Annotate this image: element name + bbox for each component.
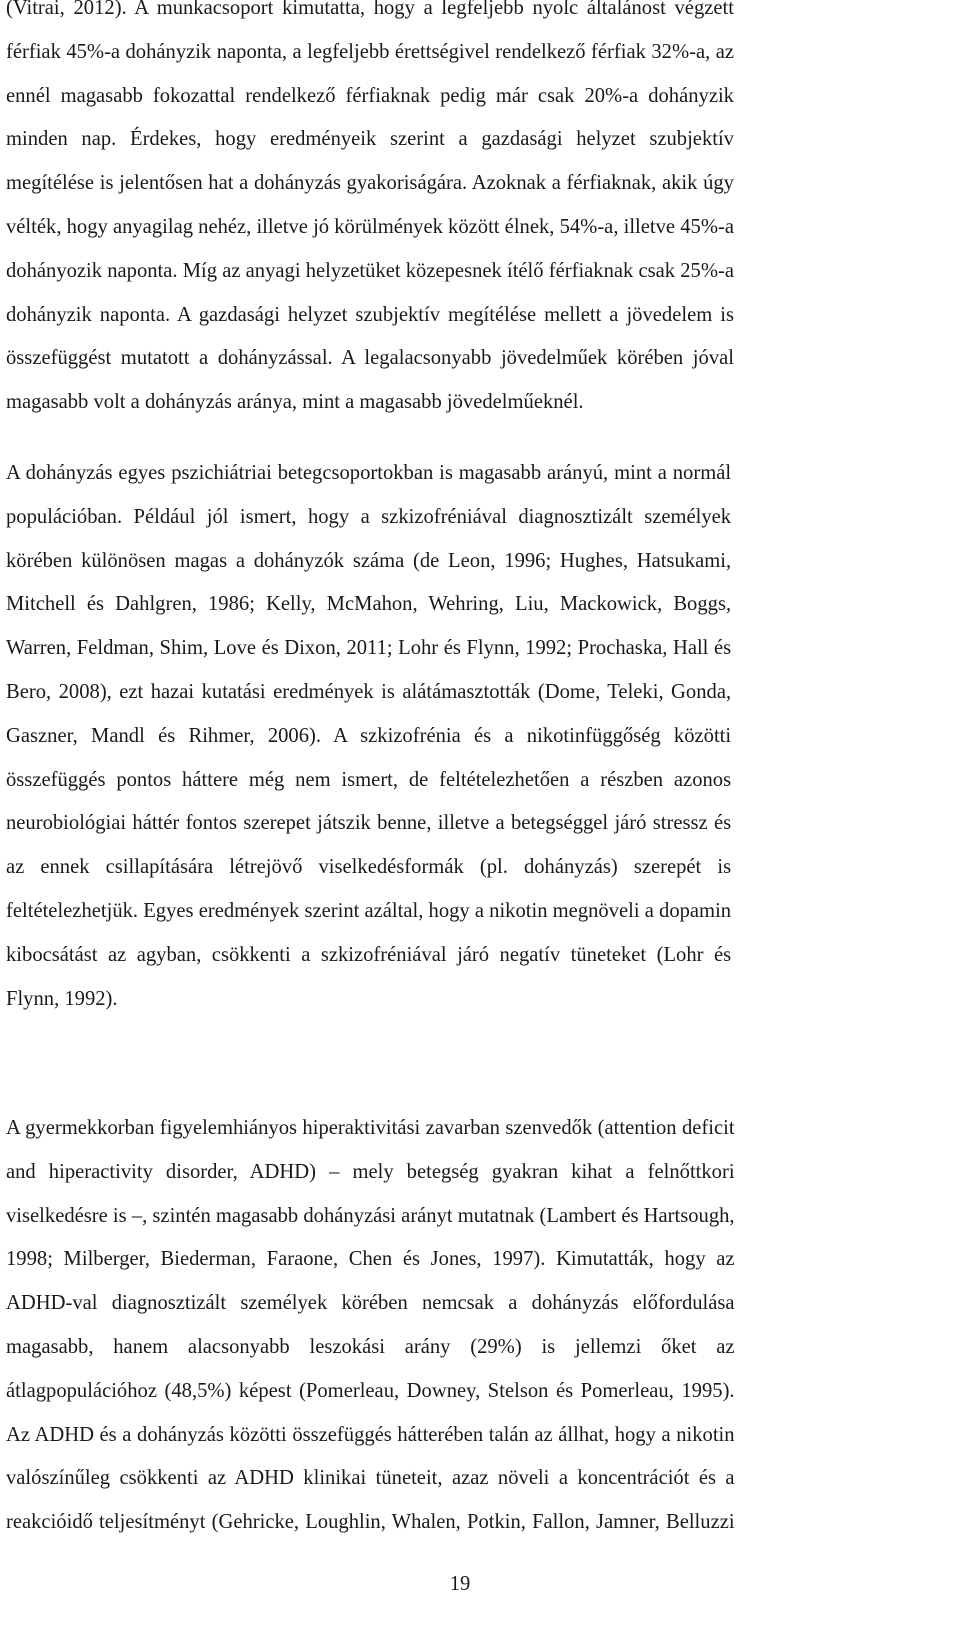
- text-line: körében különösen magas a dohányzók száma (de Leon, 1996; Hughes, Hatsukami,: [6, 549, 732, 572]
- text-line: ADHD-val diagnosztizált személyek körében nemcsak a dohányzás előfordulása: [6, 1292, 735, 1315]
- text-line: valószínűleg csökkenti az ADHD klinikai tüneteit, azaz növeli a koncentrációt és a: [6, 1467, 735, 1490]
- text-line: 1998; Milberger, Biederman, Faraone, Chen és Jones, 1997). Kimutatták, hogy az: [6, 1248, 735, 1271]
- text-line: Gaszner, Mandl és Rihmer, 2006). A szkizofrénia és a nikotinfüggőség közötti: [6, 724, 732, 747]
- paragraph-smoking-socioeconomic: [6, 0, 734, 425]
- text-line: neurobiológiai háttér fontos szerepet játszik benne, illetve a betegséggel járó stressz és: [6, 812, 732, 835]
- text-line: összefüggés pontos háttere még nem ismert, de feltételezhetően a részben azonos: [6, 768, 732, 791]
- text-line: feltételezhetjük. Egyes eredmények szerint azáltal, hogy a nikotin megnöveli a dopamin: [6, 899, 732, 922]
- text-line: and hiperactivity disorder, ADHD) – mely betegség gyakran kihat a felnőttkori: [6, 1160, 735, 1183]
- text-line: ennél magasabb fokozattal rendelkező férfiaknak pedig már csak 20%-a dohányzik: [6, 84, 734, 107]
- text-line: populációban. Például jól ismert, hogy a szkizofréniával diagnosztizált személyek: [6, 505, 732, 528]
- text-line: viselkedésre is –, szintén magasabb dohányzási arányt mutatnak (Lambert és Hartsough,: [6, 1204, 735, 1227]
- text-line: Warren, Feldman, Shim, Love és Dixon, 2011; Lohr és Flynn, 1992; Prochaska, Hall és: [6, 637, 732, 660]
- text-line: Az ADHD és a dohányzás közötti összefüggés hátterében talán az állhat, hogy a nikotin: [6, 1423, 735, 1446]
- text-line: (Vitrai, 2012). A munkacsoport kimutatta, hogy a legfeljebb nyolc általánost végzett: [6, 0, 734, 19]
- text-line: A gyermekkorban figyelemhiányos hiperaktivitási zavarban szenvedők (attention deficit: [6, 1117, 735, 1139]
- text-line: dohányzik naponta. A gazdasági helyzet szubjektív megítélése mellett a jövedelem is: [6, 303, 734, 326]
- text-line: dohányozik naponta. Míg az anyagi helyzetüket közepesnek ítélő férfiaknak csak 25%-a: [6, 259, 734, 282]
- text-line: minden nap. Érdekes, hogy eredményeik szerint a gazdasági helyzet szubjektív: [6, 128, 734, 151]
- text-line: átlagpopulációhoz (48,5%) képest (Pomerleau, Downey, Stelson és Pomerleau, 1995).: [6, 1379, 735, 1402]
- text-line: reakcióidő teljesítményt (Gehricke, Loughlin, Whalen, Potkin, Fallon, Jamner, Belluzzi: [6, 1511, 735, 1534]
- text-line: magasabb, hanem alacsonyabb leszokási arány (29%) is jellemzi őket az: [6, 1335, 735, 1358]
- text-line: Bero, 2008), ezt hazai kutatási eredmények is alátámasztották (Dome, Teleki, Gonda,: [6, 680, 732, 703]
- text-line: magasabb volt a dohányzás aránya, mint a magasabb jövedelműeknél.: [6, 391, 584, 414]
- text-line: A dohányzás egyes pszichiátriai betegcsoportokban is magasabb arányú, mint a normál: [6, 462, 732, 484]
- text-line: az ennek csillapítására létrejövő viselkedésformák (pl. dohányzás) szerepét is: [6, 856, 732, 879]
- paragraph-adhd: [6, 1107, 735, 1545]
- text-line: kibocsátást az agyban, csökkenti a szkizofréniával járó negatív tüneteket (Lohr és: [6, 943, 732, 966]
- text-line: megítélése is jelentősen hat a dohányzás gyakoriságára. Azoknak a férfiaknak, akik úgy: [6, 172, 734, 195]
- paragraph-schizophrenia: [6, 452, 731, 1021]
- text-line: Mitchell és Dahlgren, 1986; Kelly, McMahon, Wehring, Liu, Mackowick, Boggs,: [6, 593, 732, 616]
- text-line: összefüggést mutatott a dohányzással. A legalacsonyabb jövedelműek körében jóval: [6, 347, 734, 370]
- text-line: férfiak 45%-a dohányzik naponta, a legfeljebb érettségivel rendelkező férfiak 32%-a, az: [6, 40, 734, 63]
- page-number: 19: [449, 1573, 471, 1595]
- text-line: vélték, hogy anyagilag nehéz, illetve jó körülmények között élnek, 54%-a, illetve 45%-a: [6, 215, 734, 238]
- text-line: Flynn, 1992).: [6, 987, 118, 1010]
